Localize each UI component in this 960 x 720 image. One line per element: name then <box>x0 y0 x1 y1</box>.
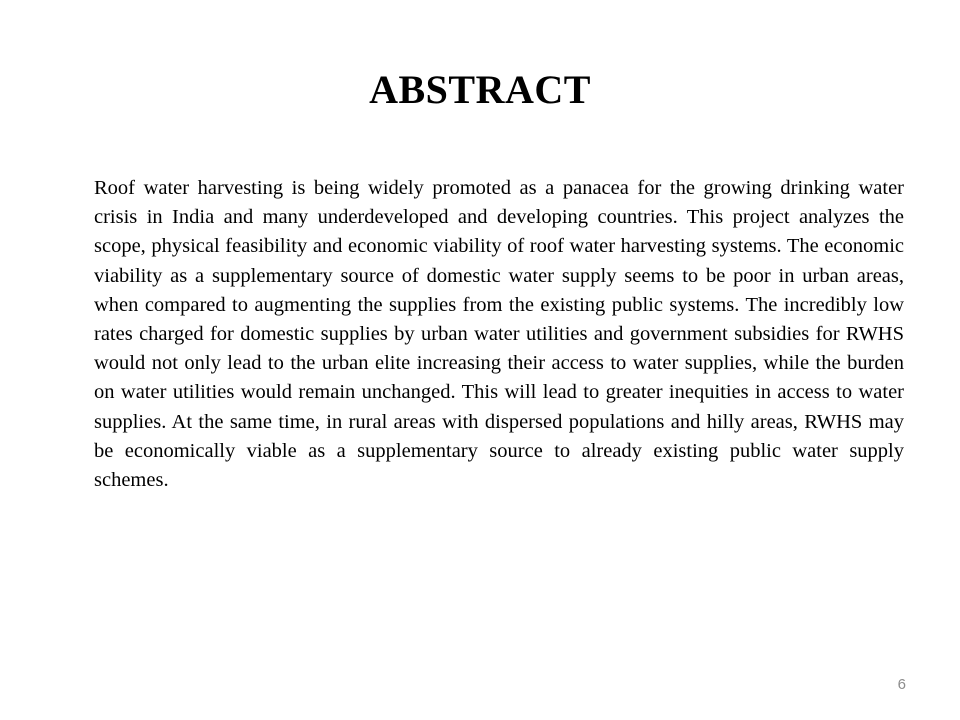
abstract-paragraph: Roof water harvesting is being widely promoted as a panacea for the growing drinking water crisis in India and many underdeveloped and developing countries. This project analyzes the scope, physical feasibility and economic viability of roof water harvesting systems. The economic viability as a supplementary source of domestic water supply seems to be poor in urban areas, when compared to augmenting the supplies from the existing public systems. The incredibly low rates charged for domestic supplies by urban water utilities and government subsidies for RWHS would not only lead to the urban elite increasing their access to water supplies, while the burden on water utilities would remain unchanged. This will lead to greater inequities in access to water supplies. At the same time, in rural areas with dispersed populations and hilly areas, RWHS may be economically viable as a supplementary source to already existing public water supply schemes. <box>94 177 904 492</box>
slide-title: ABSTRACT <box>369 67 591 112</box>
page-number: 6 <box>897 676 906 693</box>
